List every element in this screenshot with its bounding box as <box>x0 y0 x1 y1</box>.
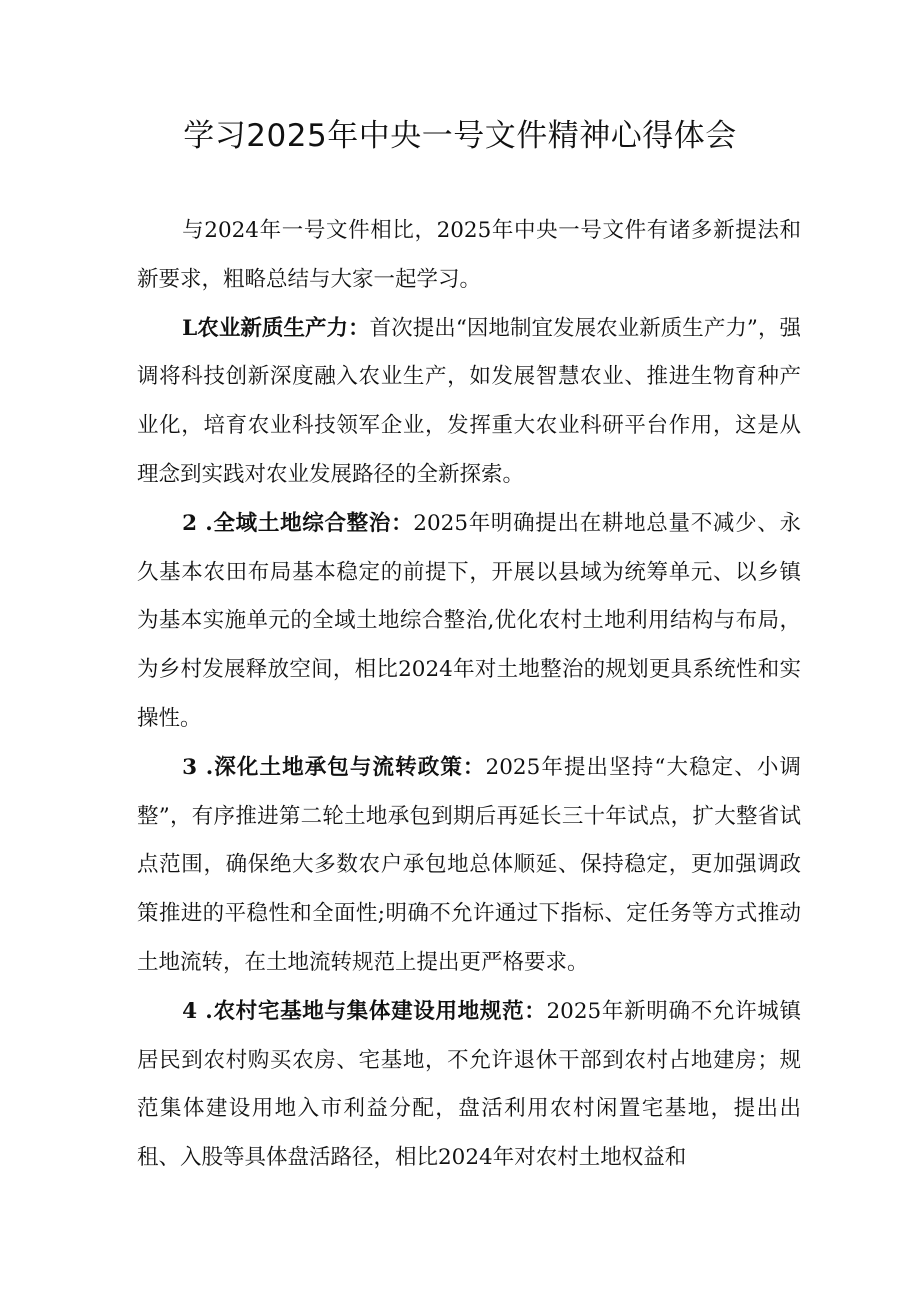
section-body-4: 2025年新明确不允许城镇居民到农村购买农房、宅基地，不允许退休干部到农村占地建房；规范集体建设用地入市利益分配，盘活利用农村闲置宅基地，提出出租、入股等具体盘活路径，相比2024年对农村土地权益和 <box>137 998 802 1171</box>
section-body-3: 2025年提出坚持“大稳定、小调整”，有序推进第二轮土地承包到期后再延长三十年试点，扩大整省试点范围，确保绝大多数农户承包地总体顺延、保持稳定，更加强调政策推进的平稳性和全面性;明确不允许通过下指标、定任务等方式推动土地流转，在土地流转规范上提出更严格要求。 <box>137 754 801 975</box>
section-heading-3: 3 .深化土地承包与流转政策： <box>182 754 486 780</box>
section-heading-4: 4 .农村宅基地与集体建设用地规范： <box>182 998 547 1024</box>
section-paragraph-2 <box>137 500 801 744</box>
intro-paragraph: 与2024年一号文件相比，2025年中央一号文件有诸多新提法和新要求，粗略总结与大家一起学习。 <box>137 218 801 292</box>
section-paragraph-1 <box>137 305 801 500</box>
section-paragraph-3 <box>137 744 801 988</box>
section-heading-2: 2 .全域土地综合整治： <box>182 510 414 536</box>
document-body <box>137 207 801 1183</box>
section-heading-1: L农业新质生产力： <box>182 315 370 341</box>
section-paragraph-4 <box>137 988 801 1183</box>
section-body-2: 2025年明确提出在耕地总量不减少、永久基本农田布局基本稳定的前提下，开展以县域为统筹单元、以乡镇为基本实施单元的全域土地综合整治,优化农村土地利用结构与布局，为乡村发展释放空间，相比2024年对土地整治的规划更具系统性和实操性。 <box>137 510 802 731</box>
section-body-1: 首次提出“因地制宜发展农业新质生产力”，强调将科技创新深度融入农业生产，如发展智慧农业、推进生物育种产业化，培育农业科技领军企业，发挥重大农业科研平台作用，这是从理念到实践对农业发展路径的全新探索。 <box>137 315 801 487</box>
document-title: 学习2025年中央一号文件精神心得体会 <box>183 118 737 154</box>
